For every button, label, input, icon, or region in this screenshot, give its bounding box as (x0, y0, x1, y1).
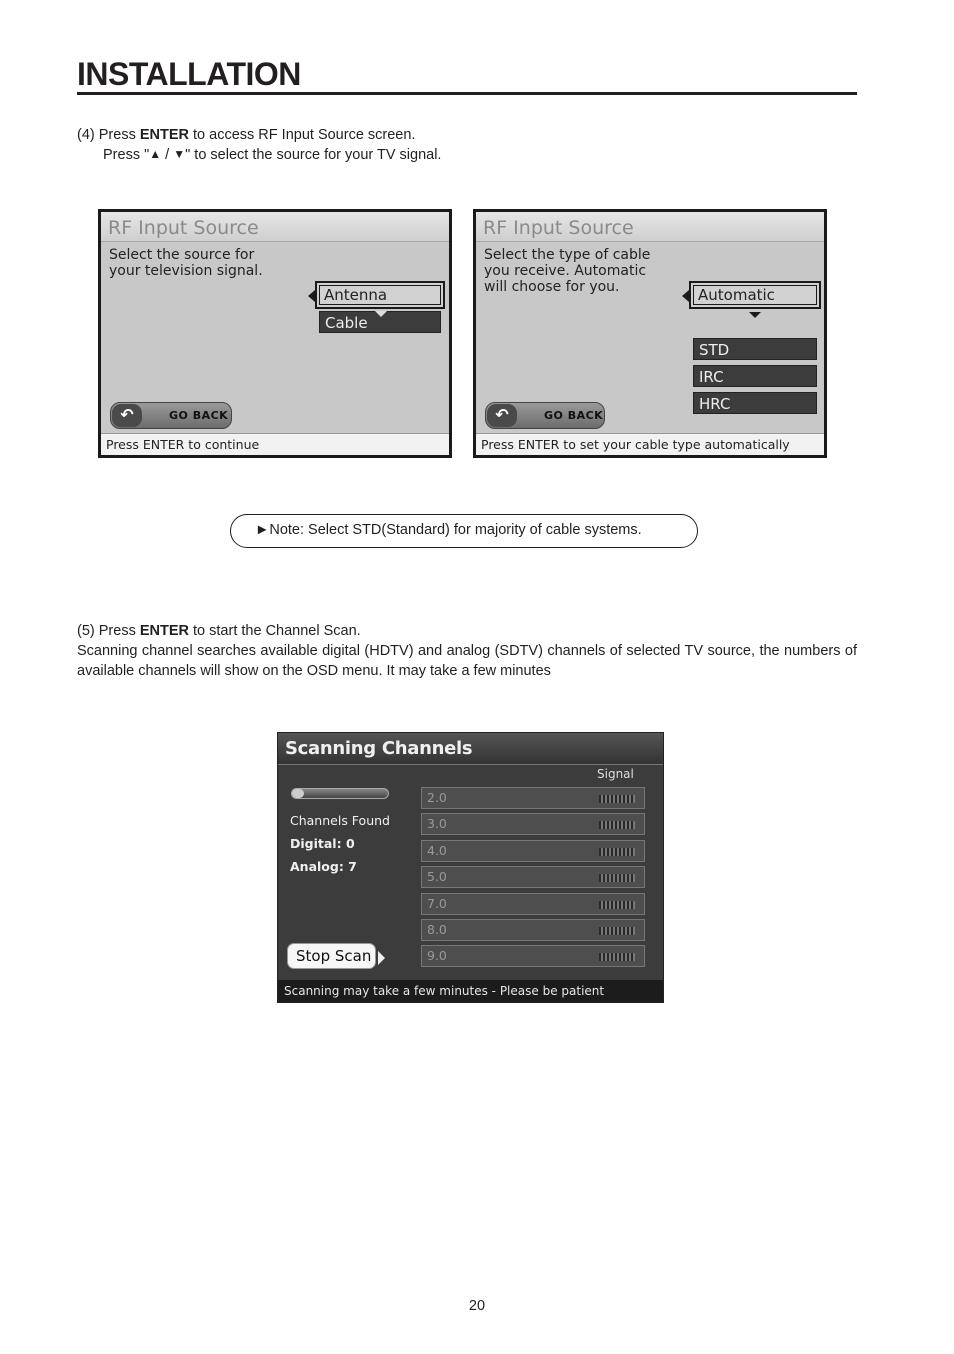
left-caret-icon (682, 290, 689, 302)
option-std-label: STD (699, 341, 730, 359)
left-caret-icon (308, 290, 315, 302)
desc-line-1: Select the type of cable (484, 247, 651, 263)
step4-enter-key: ENTER (139, 127, 189, 143)
option-cable-label: Cable (325, 314, 368, 332)
channel-row (421, 813, 645, 835)
back-arrow-icon: ↶ (112, 404, 142, 427)
signal-bars-icon (599, 927, 635, 935)
page-title: INSTALLATION (77, 56, 857, 95)
slash-separator: / (161, 147, 174, 163)
channel-row (421, 919, 645, 941)
channel-number: 2.0 (427, 790, 447, 805)
analog-count: Analog: 7 (290, 859, 357, 874)
signal-bars-icon (599, 821, 635, 829)
option-automatic[interactable]: Automatic (693, 285, 817, 305)
stop-scan-button[interactable]: Stop Scan (287, 943, 376, 969)
step4-line2-post: " to select the source for your TV signal. (185, 147, 442, 163)
page-number: 20 (468, 1298, 486, 1314)
channel-number: 7.0 (427, 895, 447, 911)
signal-bars-icon (599, 874, 635, 882)
osd-header: RF Input Source (101, 212, 449, 242)
channel-row (421, 893, 645, 915)
osd-footer: Press ENTER to set your cable type automatically (476, 433, 824, 455)
step4-line2-pre: Press " (103, 147, 150, 163)
right-caret-icon (378, 951, 385, 965)
progress-fill (292, 789, 304, 798)
channel-row (421, 787, 645, 809)
channel-number: 5.0 (427, 869, 447, 885)
channel-row (421, 945, 645, 967)
cable-type-select-box[interactable] (689, 281, 821, 309)
go-back-button[interactable] (485, 402, 605, 429)
desc-line-1: Select the source for (109, 247, 255, 263)
chevron-down-icon (375, 311, 387, 317)
note-text: Note: Select STD(Standard) for majority of cable systems. (269, 522, 642, 538)
step4-line1-pre: (4) Press (77, 127, 140, 143)
signal-bars-icon (599, 795, 635, 803)
option-irc-label: IRC (699, 368, 724, 386)
chevron-down-icon (749, 312, 761, 318)
signal-bars-icon (599, 953, 635, 961)
scan-footer: Scanning may take a few minutes - Please be patient (278, 980, 663, 1002)
go-back-button[interactable] (110, 402, 232, 429)
go-back-label: GO BACK (544, 409, 604, 422)
option-hrc[interactable] (693, 392, 817, 414)
step5-description: Scanning channel searches available digital (HDTV) and analog (SDTV) channels of selected TV source, the numbers of available channels will show on the OSD menu. It may take a few minutes (77, 643, 857, 679)
back-arrow-icon: ↶ (487, 404, 517, 427)
down-arrow-icon: ▼ (173, 147, 186, 161)
digital-count: Digital: 0 (290, 836, 355, 851)
osd-description (484, 247, 650, 295)
step5-enter-key: ENTER (139, 623, 189, 639)
channel-number: 3.0 (427, 816, 447, 832)
osd-header: RF Input Source (476, 212, 824, 242)
step4-line1-post: to access RF Input Source screen. (189, 127, 416, 143)
scan-header: Scanning Channels (278, 733, 663, 765)
up-arrow-icon: ▲ (149, 147, 162, 161)
right-triangle-icon: ► (255, 522, 270, 538)
step5-instructions (77, 621, 857, 681)
osd-footer: Press ENTER to continue (101, 433, 449, 455)
desc-line-3: will choose for you. (484, 279, 620, 295)
desc-line-2: your television signal. (109, 263, 263, 279)
signal-label: Signal (597, 767, 634, 781)
channel-number: 9.0 (427, 948, 447, 964)
channel-row (421, 866, 645, 888)
option-std[interactable] (693, 338, 817, 360)
channel-row (421, 840, 645, 862)
signal-bars-icon (599, 848, 635, 856)
note-box (230, 514, 698, 548)
channels-found-label: Channels Found (290, 813, 390, 828)
channel-list (421, 787, 645, 972)
channel-number: 8.0 (427, 921, 447, 937)
step4-instructions (77, 125, 857, 165)
option-hrc-label: HRC (699, 395, 731, 413)
channel-number: 4.0 (427, 842, 447, 858)
step5-line1-pre: (5) Press (77, 623, 140, 639)
step5-line1-post: to start the Channel Scan. (189, 623, 361, 639)
signal-bars-icon (599, 901, 635, 909)
scanning-channels-screen (277, 732, 664, 1003)
source-select-box[interactable] (315, 281, 445, 309)
osd-description (109, 247, 263, 279)
go-back-label: GO BACK (169, 409, 229, 422)
scan-progress-bar (291, 788, 389, 799)
rf-input-cable-type-screen (473, 209, 827, 458)
rf-input-source-screen (98, 209, 452, 458)
option-antenna[interactable]: Antenna (319, 285, 441, 305)
desc-line-2: you receive. Automatic (484, 263, 647, 279)
option-irc[interactable] (693, 365, 817, 387)
